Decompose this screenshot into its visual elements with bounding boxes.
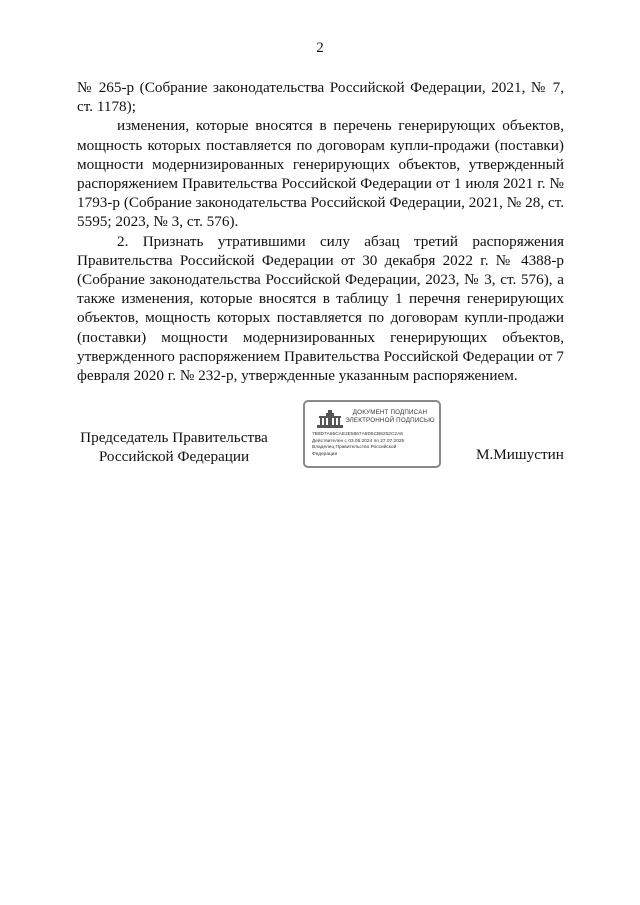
stamp-heading-line-2: ЭЛЕКТРОННОЙ ПОДПИСЬЮ: [345, 416, 435, 424]
stamp-owner-line-1: Владелец Правительство Российской: [312, 445, 397, 451]
stamp-validity: Действителен с 03.05.2024 по 27.07.2025: [312, 438, 405, 444]
stamp-owner-line-2: Федерации: [312, 451, 338, 457]
signer-name: М.Мишустин: [476, 446, 564, 463]
signer-title-line-2: Российской Федерации: [98, 448, 250, 465]
stamp-certificate-info: [312, 432, 438, 458]
electronic-signature-stamp: [303, 400, 441, 468]
stamp-heading: [345, 409, 435, 424]
stamp-heading-line-1: ДОКУМЕНТ ПОДПИСАН: [352, 409, 428, 416]
paragraph-item-2: 2. Признать утратившими силу абзац третий распоряжения Правительства Российской Федерации от 30 декабря 2022 г. № 4388-р (Собрание законодательства Российской Федерации, 2023, № 3, ст. 576), а также изменения, которые вносятся в таблицу 1 перечня генерирующих объектов, мощность которых поставляется по договорам купли-продажи (поставки) мощности модернизированных генерирующих объектов, утвержденного распоряжением Правительства Российской Федерации от 7 февраля 2020 г. № 232-р, утвержденные указанным распоряжением.: [77, 232, 564, 385]
stamp-certificate-number: 7B8D7A66CAE2E5867A8D5CB6252C2A6: [312, 432, 403, 437]
paragraph-amendments: изменения, которые вносятся в перечень генерирующих объектов, мощность которых поставляется по договорам купли-продажи (поставки) мощности модернизированных генерирующих объектов, утвержденный распоряжением Правительства Российской Федерации от 1 июля 2021 г. № 1793-р (Собрание законодательства Российской Федерации, 2021, № 28, ст. 5595; 2023, № 3, ст. 576).: [77, 117, 564, 231]
signer-title-line-1: Председатель Правительства: [80, 429, 268, 446]
page-number: 2: [316, 40, 324, 56]
government-building-icon: [317, 410, 343, 428]
signer-title: [75, 428, 273, 466]
paragraph-continuation: № 265-р (Собрание законодательства Российской Федерации, 2021, № 7, ст. 1178);: [77, 79, 564, 116]
document-body: [77, 78, 564, 385]
